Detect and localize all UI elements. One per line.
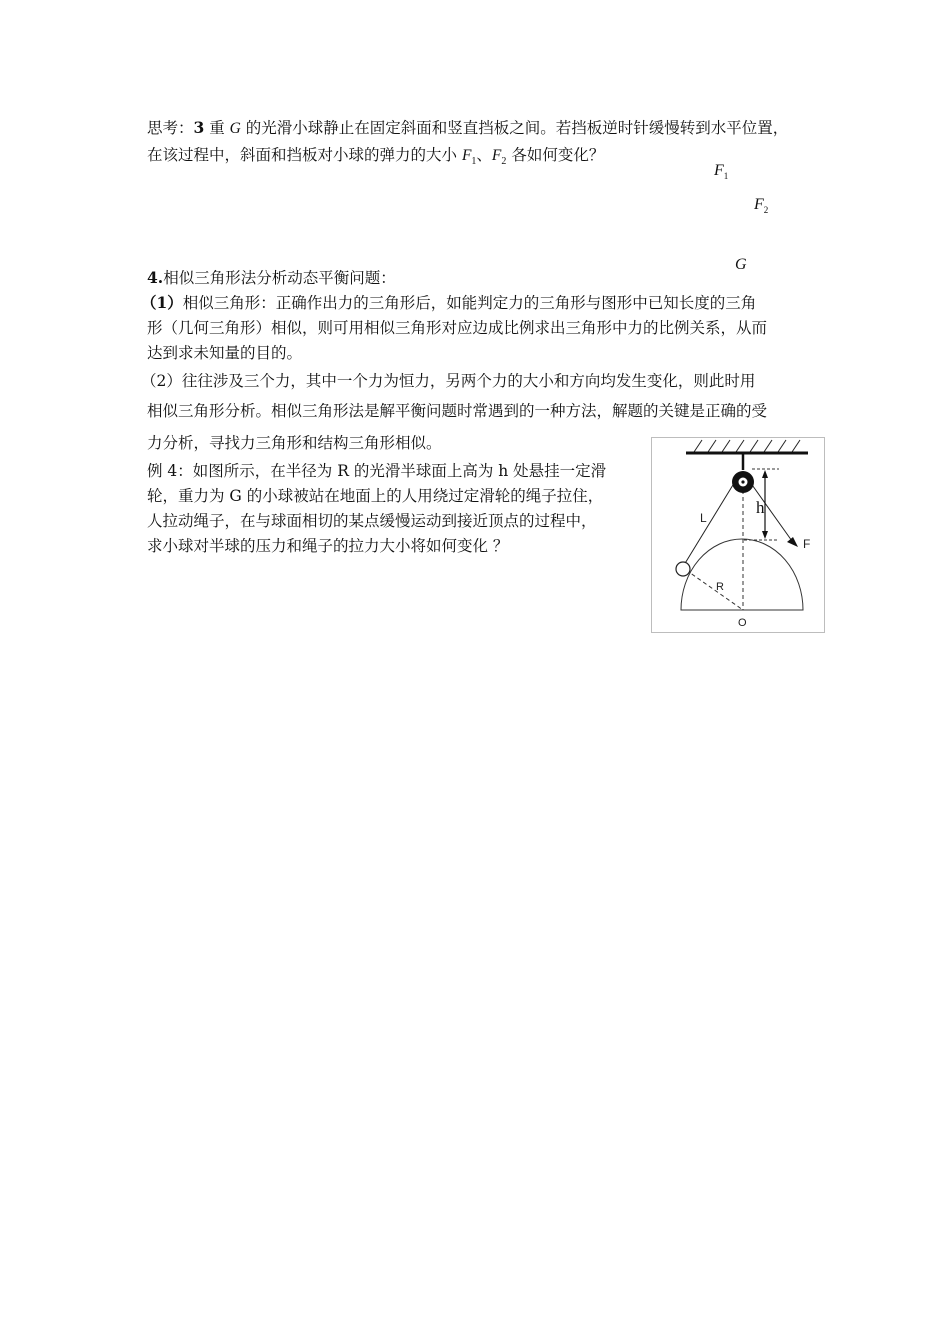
label-g-letter: G	[735, 256, 747, 273]
label-f2-sub: 2	[763, 205, 769, 215]
think3-text-d: 各如何变化？	[506, 146, 605, 164]
section4-p1-line1	[141, 293, 756, 313]
label-f2-letter: F	[754, 196, 764, 213]
example4-figure	[651, 437, 825, 633]
p1-number: （1）	[141, 293, 183, 312]
example4-line1: 例 4：如图所示，在半径为 R 的光滑半球面上高为 h 处悬挂一定滑	[147, 462, 607, 480]
example4-line4: 求小球对半球的压力和绳子的拉力大小将如何变化 ？	[147, 537, 509, 555]
label-r: R	[716, 581, 724, 593]
section4-title: 相似三角形法分析动态平衡问题：	[163, 269, 396, 287]
label-force: F	[803, 537, 811, 551]
subscript-1: 1	[471, 156, 477, 167]
section4-heading	[147, 268, 396, 288]
label-f1-letter: F	[714, 162, 724, 179]
radius-line	[686, 570, 743, 610]
rope-l	[684, 480, 736, 565]
label-h: h	[756, 498, 765, 517]
think3-text-c: 在该过程中，斜面和挡板对小球的弹力的大小	[147, 146, 462, 164]
section4-p1-line3: 达到求未知量的目的。	[147, 344, 303, 362]
label-g	[735, 256, 747, 274]
section4-p1-line2: 形（几何三角形）相似，则可用相似三角形对应边成比例求出三角形中力的比例关系，从而	[147, 319, 768, 337]
label-f1-sub: 1	[723, 171, 729, 181]
section4-p2-line3: 力分析，寻找力三角形和结构三角形相似。	[147, 434, 442, 452]
section4-number: 4.	[147, 268, 164, 287]
think3-text-b: 的光滑小球静止在固定斜面和竖直挡板之间。若挡板逆时针缓慢转到水平位置，	[240, 119, 789, 137]
ball	[676, 562, 690, 576]
hemisphere-pulley-diagram	[652, 438, 824, 632]
label-f2	[754, 196, 768, 215]
label-f1	[714, 162, 728, 181]
think3-line1	[147, 118, 788, 139]
hemisphere	[681, 539, 803, 610]
p1-line1-text: 相似三角形：正确作出力的三角形后，如能判定力的三角形与图形中已知长度的三角	[182, 294, 757, 312]
think3-prefix: 思考：	[147, 119, 194, 137]
think3-text-a: 重	[204, 119, 230, 137]
label-l: L	[700, 511, 707, 525]
example4-line3: 人拉动绳子，在与球面相切的某点缓慢运动到接近顶点的过程中，	[147, 512, 597, 530]
think3-line2	[147, 145, 604, 172]
subscript-2: 2	[501, 156, 507, 167]
example4-line2: 轮，重力为 G 的小球被站在地面上的人用绕过定滑轮的绳子拉住，	[147, 487, 604, 505]
separator: 、	[476, 146, 492, 164]
label-o: O	[738, 617, 747, 629]
section4-p2-line2: 相似三角形分析。相似三角形法是解平衡问题时常遇到的一种方法，解题的关键是正确的受	[147, 402, 768, 420]
section4-p2-line1: （2）往往涉及三个力，其中一个力为恒力，另两个力的大小和方向均发生变化，则此时用	[141, 372, 756, 390]
ceiling-hatching	[694, 440, 800, 452]
weight-symbol: G	[229, 120, 241, 137]
force-symbol-f2: F	[491, 147, 502, 164]
think3-number: 3	[193, 118, 205, 137]
force-symbol-f1: F	[461, 147, 472, 164]
force-arrowhead	[787, 537, 798, 547]
